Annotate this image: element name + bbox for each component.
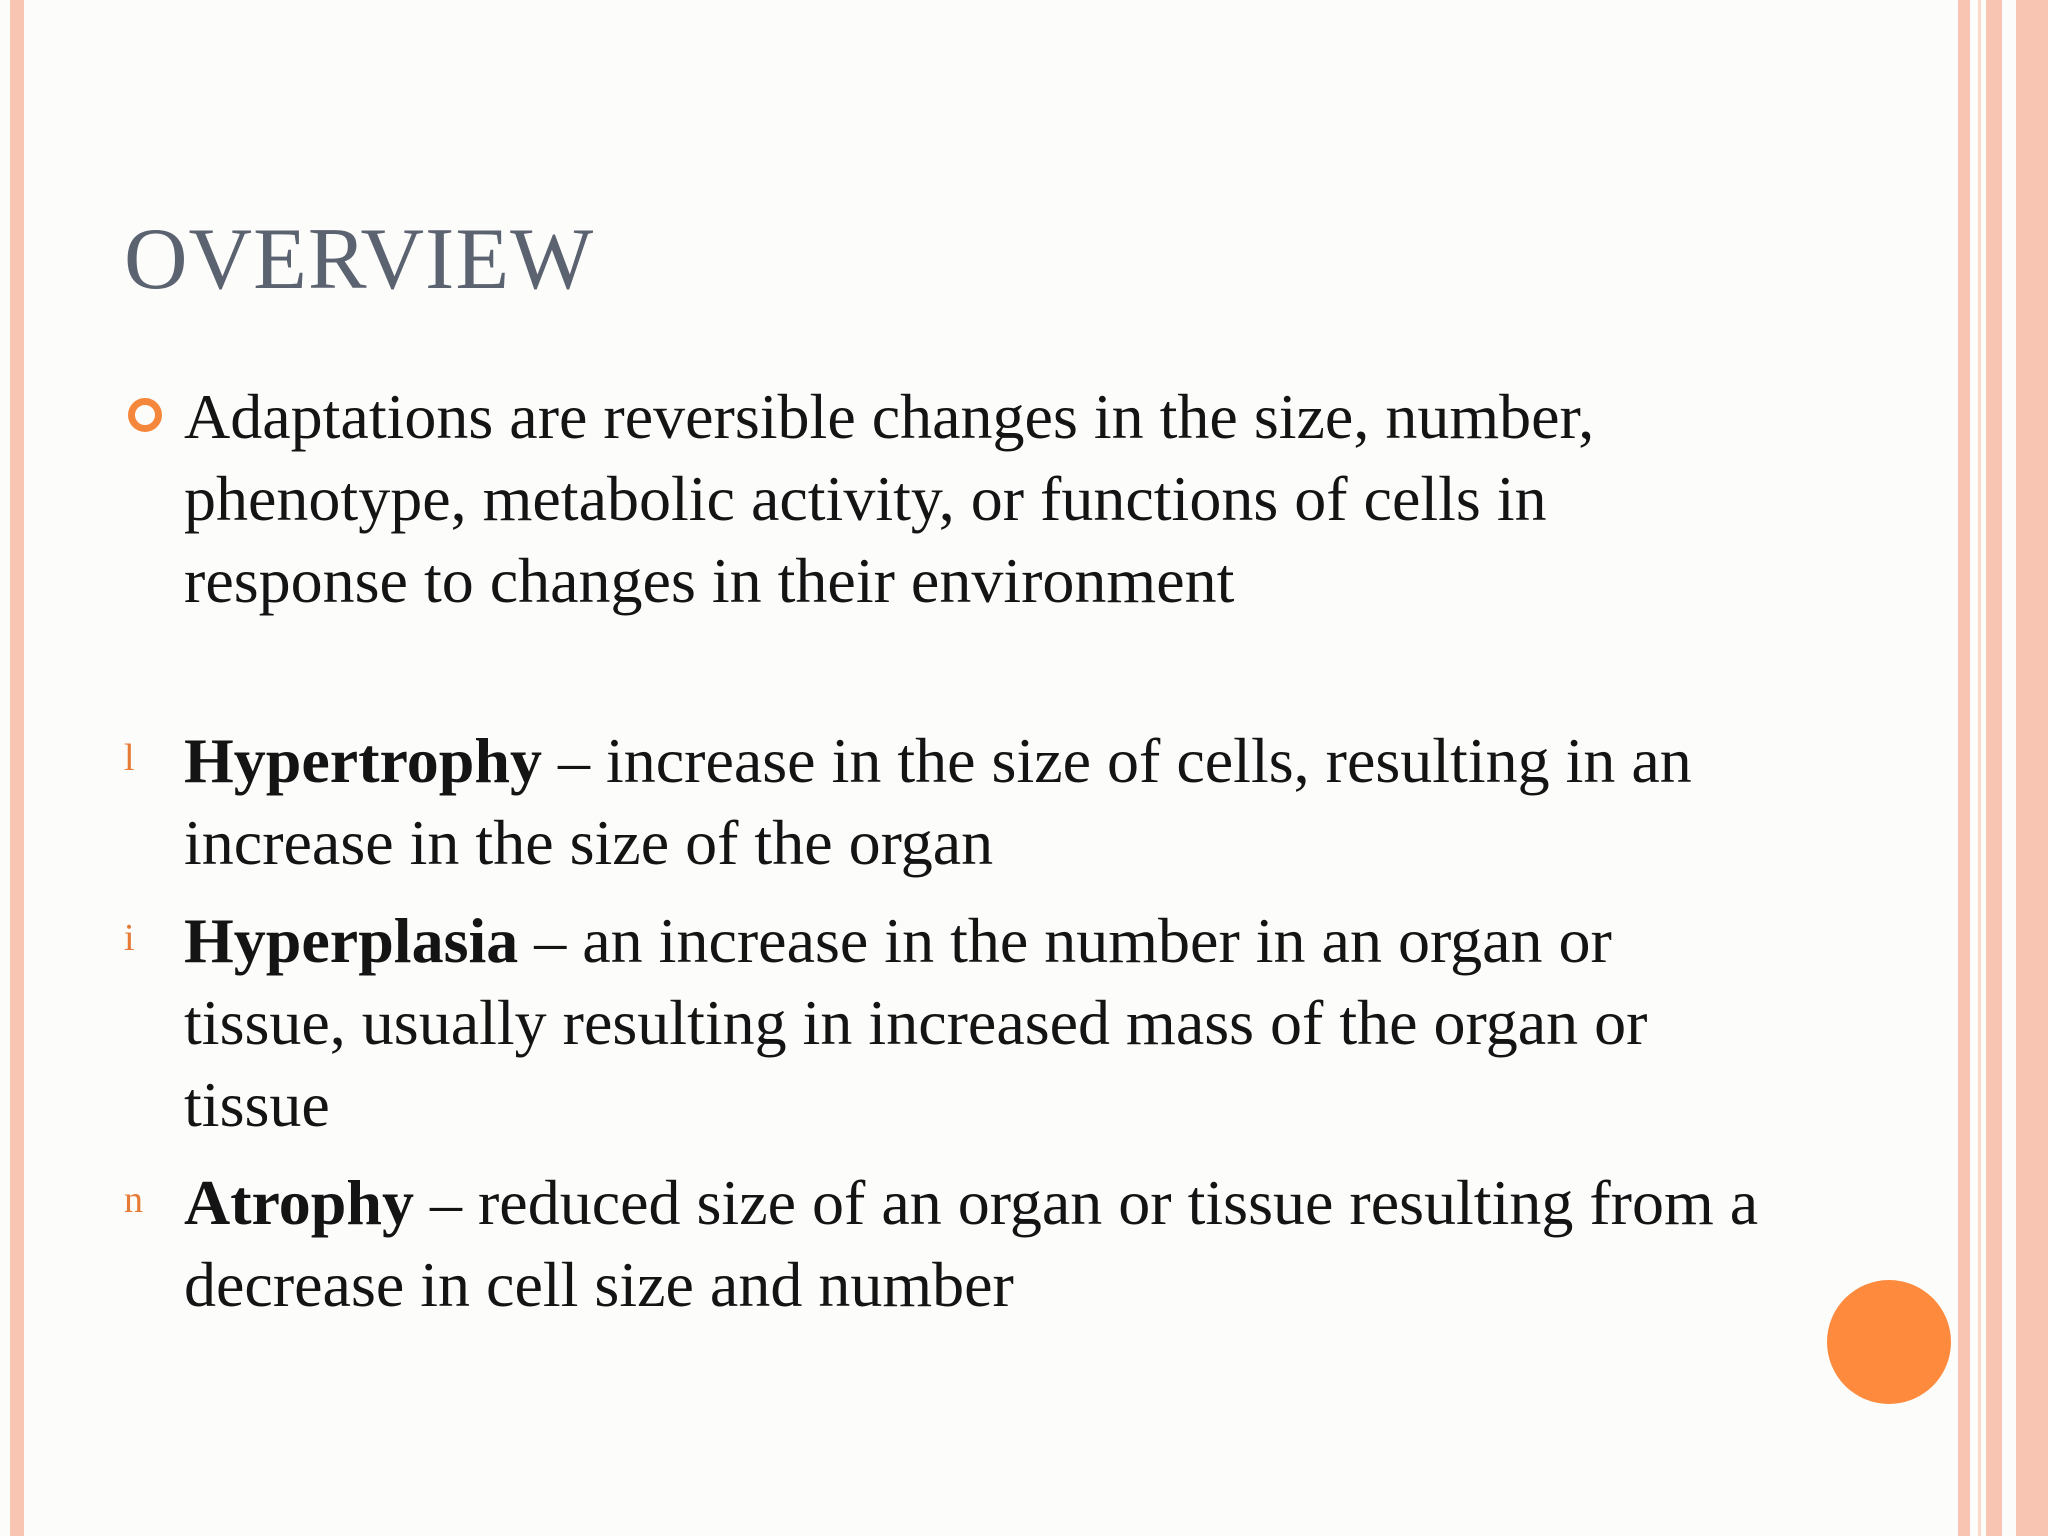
right-border-thin-stripe [1978,0,1981,1536]
right-border-stripe [1958,0,1970,1536]
right-border-stripe [2016,0,2048,1536]
slide-title: OVERVIEW [124,211,595,308]
item-text: – increase in the size of cells, resulting in an increase in the size of the organ [184,725,1692,878]
list-item [184,1162,1784,1326]
bullet-marker: l [124,737,135,779]
left-border-stripe [10,0,24,1536]
list-item [184,720,1784,884]
bullet-marker: i [124,917,135,959]
item-term: Hyperplasia [184,905,519,976]
list-item [184,376,1784,622]
item-text: Adaptations are reversible changes in the size, number, phenotype, metabolic activity, or functions of cells in response to changes in their environment [184,381,1595,616]
list-item [184,900,1784,1146]
item-term: Hypertrophy [184,725,542,796]
right-border-stripe [1986,0,2002,1536]
item-term: Atrophy [184,1167,414,1238]
orange-circle-decoration [1827,1280,1951,1404]
item-text: – an increase in the number in an organ or tissue, usually resulting in increased mass of the organ or tissue [184,905,1648,1140]
bullet-marker: n [124,1179,143,1221]
item-text: – reduced size of an organ or tissue resulting from a decrease in cell size and number [184,1167,1759,1320]
ring-bullet-icon [128,398,162,432]
